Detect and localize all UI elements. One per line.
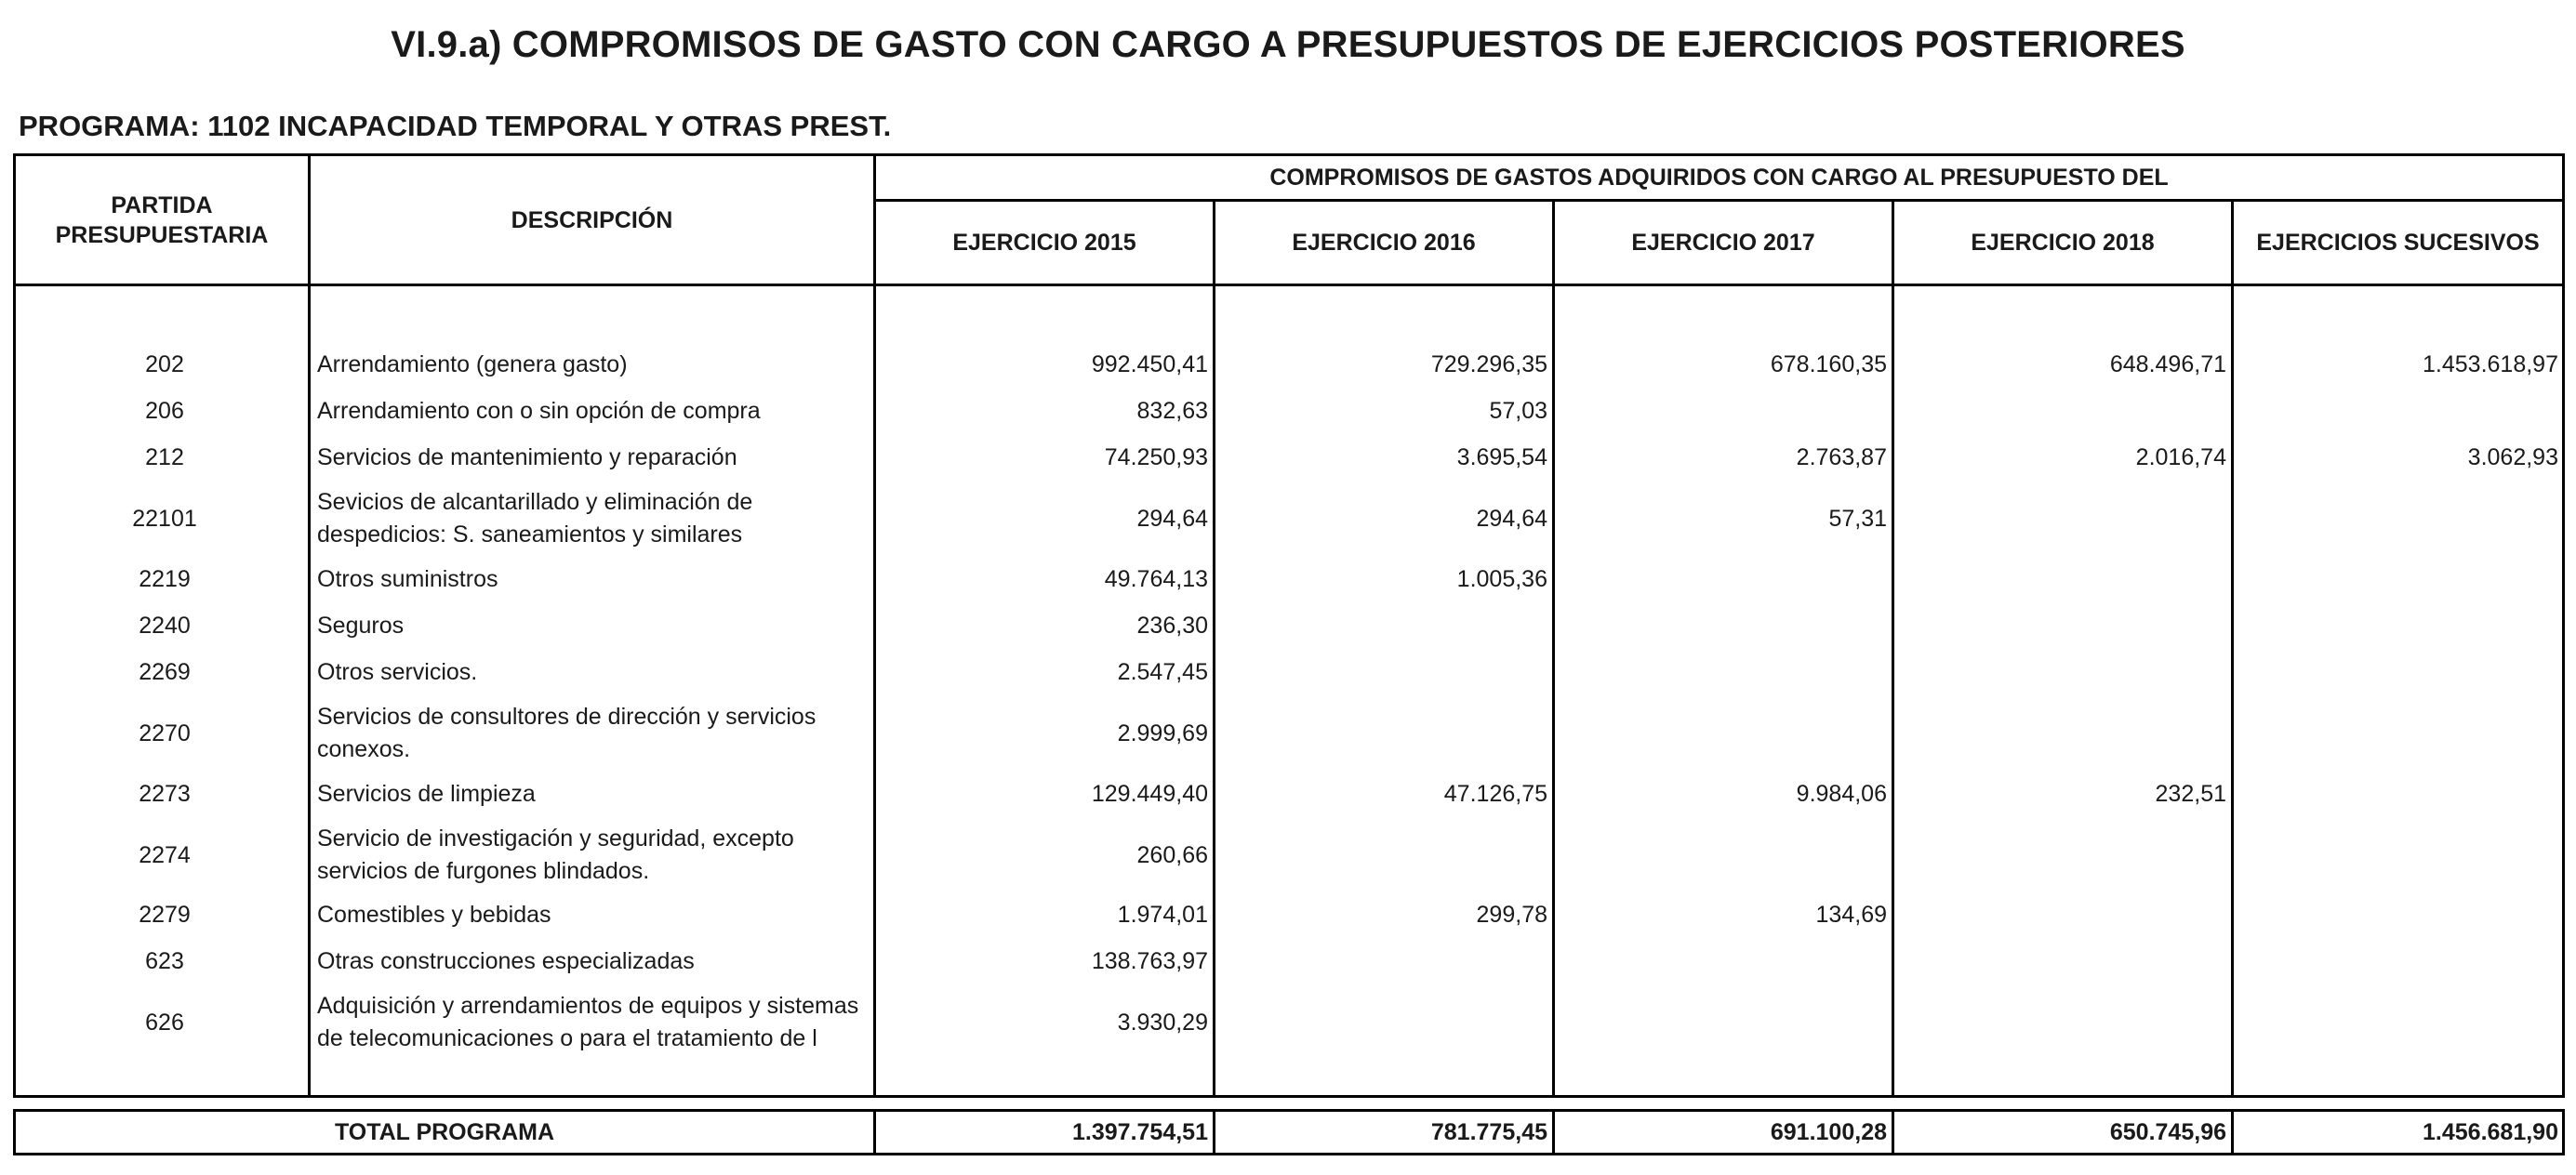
value-2016: 47.126,75 — [1443, 780, 1547, 807]
value-2018 — [1894, 654, 2226, 691]
table-row — [16, 896, 2562, 933]
value-2017: 2.763,87 — [1796, 443, 1887, 470]
value-sucesivos — [2234, 943, 2558, 980]
row-code: 2270 — [139, 720, 191, 746]
table-row — [16, 775, 2562, 812]
table-row — [16, 820, 2562, 891]
row-code: 626 — [145, 1009, 184, 1036]
value-2017 — [1555, 943, 1887, 980]
value-2018 — [1894, 607, 2226, 644]
value-2016 — [1215, 654, 1547, 691]
value-2018 — [1894, 987, 2226, 1058]
total-2017: 691.100,28 — [1770, 1118, 1887, 1145]
value-2015: 2.547,45 — [1117, 658, 1208, 685]
row-description-line: de telecomunicaciones o para el tratamiento de l — [317, 1025, 817, 1051]
sucesivos-header: EJERCICIOS SUCESIVOS — [2256, 230, 2540, 256]
row-description-line: Servicio de investigación y seguridad, excepto — [317, 825, 794, 852]
value-2016: 729.296,35 — [1430, 350, 1547, 377]
value-2018: 648.496,71 — [2109, 350, 2226, 377]
value-2016: 1.005,36 — [1456, 565, 1547, 592]
value-2015: 260,66 — [1136, 841, 1208, 868]
value-2018 — [1894, 698, 2226, 769]
row-code: 202 — [145, 350, 184, 377]
table-row — [16, 698, 2562, 769]
value-2016 — [1215, 987, 1547, 1058]
value-sucesivos: 3.062,93 — [2467, 443, 2558, 470]
value-2016 — [1215, 820, 1547, 891]
value-2018: 2.016,74 — [2135, 443, 2226, 470]
value-2015: 129.449,40 — [1091, 780, 1208, 807]
row-description — [317, 987, 875, 1058]
row-description: Seguros — [317, 612, 405, 639]
value-2018 — [1894, 896, 2226, 933]
value-sucesivos — [2234, 987, 2558, 1058]
value-2017 — [1555, 561, 1887, 598]
row-description: Servicios de limpieza — [317, 780, 536, 807]
total-2018: 650.745,96 — [2109, 1118, 2226, 1145]
year-2018-header: EJERCICIO 2018 — [1971, 230, 2155, 256]
value-2018 — [1894, 943, 2226, 980]
row-code: 623 — [145, 947, 184, 974]
row-code: 2269 — [139, 658, 191, 685]
programa-heading: PROGRAMA: 1102 INCAPACIDAD TEMPORAL Y OTRAS PREST. — [19, 110, 892, 142]
value-2016: 57,03 — [1489, 397, 1547, 424]
value-2018 — [1894, 820, 2226, 891]
value-2018 — [1894, 561, 2226, 598]
descripcion-header: DESCRIPCIÓN — [511, 206, 673, 233]
row-code: 22101 — [132, 505, 197, 532]
total-row — [13, 1109, 2565, 1155]
row-description: Otros servicios. — [317, 658, 478, 685]
value-2015: 138.763,97 — [1091, 947, 1208, 974]
value-2015: 992.450,41 — [1091, 350, 1208, 377]
row-description: Arrendamiento con o sin opción de compra — [317, 397, 761, 424]
compromisos-header: COMPROMISOS DE GASTOS ADQUIRIDOS CON CARGO AL PRESUPUESTO DEL — [1269, 165, 2169, 191]
value-2017 — [1555, 987, 1887, 1058]
value-2018: 232,51 — [2155, 780, 2226, 807]
row-code: 2273 — [139, 780, 191, 807]
value-2017: 678.160,35 — [1770, 350, 1887, 377]
value-2016: 294,64 — [1476, 505, 1547, 532]
value-2015: 1.974,01 — [1117, 901, 1208, 928]
row-description: Otros suministros — [317, 565, 498, 592]
partida-header-line2: PRESUPUESTARIA — [55, 221, 269, 248]
row-code: 212 — [145, 443, 184, 470]
row-description-line: conexos. — [317, 736, 411, 762]
value-sucesivos — [2234, 483, 2558, 554]
value-sucesivos — [2234, 775, 2558, 812]
row-description-line: Servicios de consultores de dirección y servicios — [317, 704, 817, 730]
value-2016 — [1215, 943, 1547, 980]
value-2017: 134,69 — [1815, 901, 1887, 928]
value-2015: 49.764,13 — [1104, 565, 1208, 592]
value-2017: 9.984,06 — [1796, 780, 1887, 807]
commitments-table — [13, 153, 2565, 1098]
value-2015: 236,30 — [1136, 612, 1208, 639]
value-2017 — [1555, 392, 1887, 429]
header-bottom-border — [16, 284, 2562, 286]
value-sucesivos — [2234, 607, 2558, 644]
total-2016: 781.775,45 — [1430, 1118, 1547, 1145]
value-2017 — [1555, 607, 1887, 644]
value-2016: 3.695,54 — [1456, 443, 1547, 470]
value-2016 — [1215, 698, 1547, 769]
table-row — [16, 439, 2562, 476]
row-description: Arrendamiento (genera gasto) — [317, 350, 628, 377]
value-2016 — [1215, 607, 1547, 644]
value-2018 — [1894, 392, 2226, 429]
value-2018 — [1894, 483, 2226, 554]
total-sucesivos: 1.456.681,90 — [2423, 1118, 2558, 1145]
value-2017 — [1555, 820, 1887, 891]
year-2016-header: EJERCICIO 2016 — [1292, 230, 1476, 256]
value-sucesivos — [2234, 820, 2558, 891]
value-2015: 832,63 — [1136, 397, 1208, 424]
row-description: Otras construcciones especializadas — [317, 947, 695, 974]
year-2017-header: EJERCICIO 2017 — [1631, 230, 1815, 256]
row-code: 2240 — [139, 612, 191, 639]
year-2015-header: EJERCICIO 2015 — [952, 230, 1136, 256]
value-sucesivos — [2234, 698, 2558, 769]
partida-header — [16, 156, 308, 284]
row-description: Servicios de mantenimiento y reparación — [317, 443, 737, 470]
table-row — [16, 346, 2562, 383]
row-description — [317, 820, 875, 891]
value-2015: 74.250,93 — [1104, 443, 1208, 470]
value-2015: 3.930,29 — [1117, 1009, 1208, 1036]
row-description: Comestibles y bebidas — [317, 901, 551, 928]
row-description-line: Sevicios de alcantarillado y eliminación de — [317, 489, 753, 515]
table-row — [16, 483, 2562, 554]
page-title: VI.9.a) COMPROMISOS DE GASTO CON CARGO A PRESUPUESTOS DE EJERCICIOS POSTERIORES — [391, 24, 2185, 65]
value-sucesivos — [2234, 654, 2558, 691]
value-sucesivos: 1.453.618,97 — [2423, 350, 2558, 377]
value-2015: 2.999,69 — [1117, 720, 1208, 746]
value-2017: 57,31 — [1828, 505, 1887, 532]
row-description-line: despedicios: S. saneamientos y similares — [317, 521, 743, 548]
row-code: 2279 — [139, 901, 191, 928]
row-description-line: servicios de furgones blindados. — [317, 858, 650, 884]
partida-header-line1: PARTIDA — [111, 191, 213, 218]
total-2015: 1.397.754,51 — [1072, 1118, 1208, 1145]
table-row — [16, 392, 2562, 429]
value-2017 — [1555, 654, 1887, 691]
row-description-line: Adquisición y arrendamientos de equipos y sistemas — [317, 993, 859, 1019]
row-description — [317, 483, 875, 554]
row-code: 206 — [145, 397, 184, 424]
value-2017 — [1555, 698, 1887, 769]
value-sucesivos — [2234, 896, 2558, 933]
table-row — [16, 943, 2562, 980]
row-code: 2274 — [139, 841, 191, 868]
row-description — [317, 698, 875, 769]
table-row — [16, 654, 2562, 691]
row-code: 2219 — [139, 565, 191, 592]
value-2015: 294,64 — [1136, 505, 1208, 532]
total-label: TOTAL PROGRAMA — [334, 1118, 555, 1145]
table-row — [16, 607, 2562, 644]
value-sucesivos — [2234, 392, 2558, 429]
value-2016: 299,78 — [1476, 901, 1547, 928]
table-row — [16, 987, 2562, 1058]
value-sucesivos — [2234, 561, 2558, 598]
table-row — [16, 561, 2562, 598]
